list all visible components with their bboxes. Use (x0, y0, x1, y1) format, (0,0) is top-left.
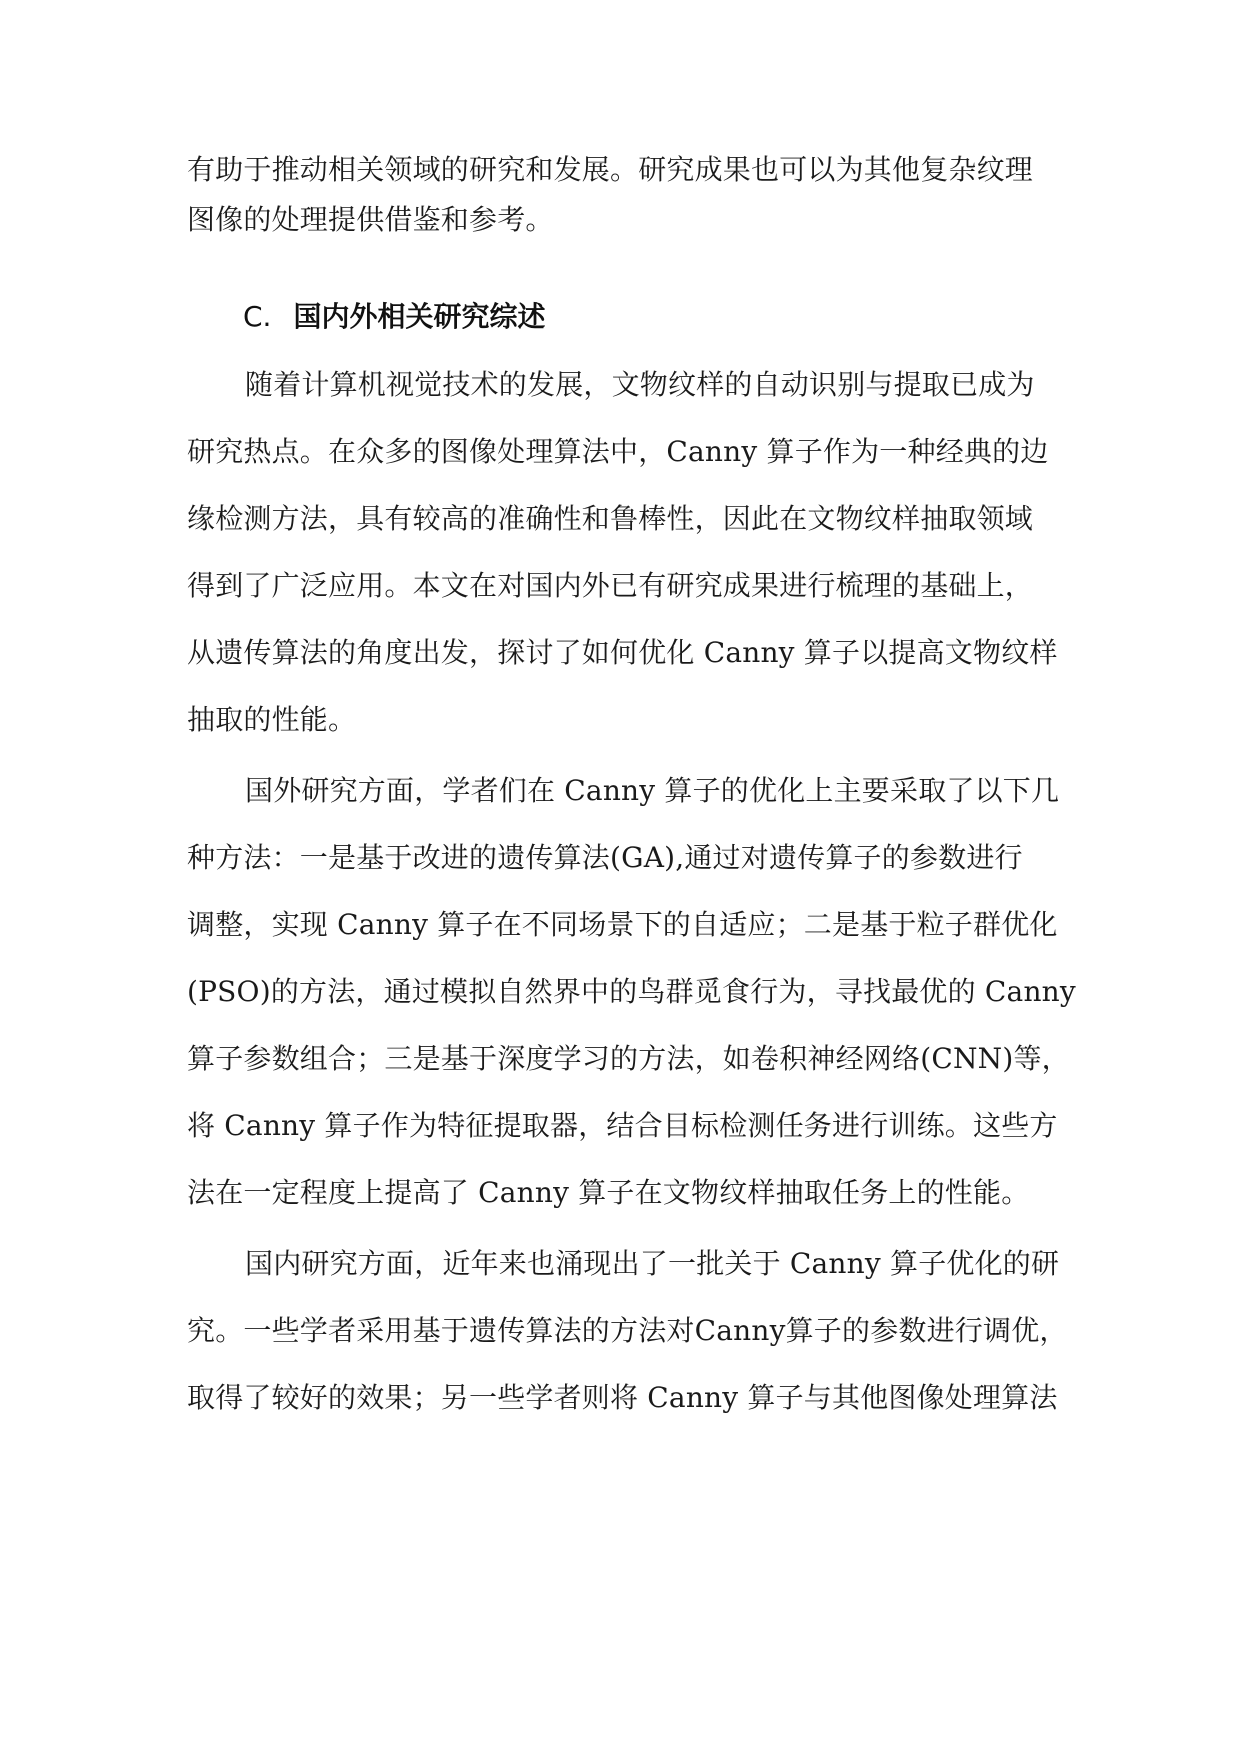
paragraph-line: 图像的处理提供借鉴和参考。 (187, 203, 554, 236)
paragraph-line: (PSO)的方法，通过模拟自然界中的鸟群觅食行为，寻找最优的 Canny (187, 975, 1076, 1008)
paragraph-line: 研究热点。在众多的图像处理算法中，Canny 算子作为一种经典的边 (187, 435, 1049, 468)
paragraph-line: 将 Canny 算子作为特征提取器，结合目标检测任务进行训练。这些方 (187, 1109, 1058, 1142)
section-number: C. (243, 300, 272, 333)
paragraph-line: 法在一定程度上提高了 Canny 算子在文物纹样抽取任务上的性能。 (187, 1176, 1030, 1209)
paragraph-line: 缘检测方法，具有较高的准确性和鲁棒性，因此在文物纹样抽取领域 (187, 502, 1034, 535)
paragraph-line: 国内研究方面，近年来也涌现出了一批关于 Canny 算子优化的研 (245, 1247, 1060, 1280)
paragraph-line: 国外研究方面，学者们在 Canny 算子的优化上主要采取了以下几 (245, 774, 1060, 807)
paragraph-line: 有助于推动相关领域的研究和发展。研究成果也可以为其他复杂纹理 (187, 153, 1034, 186)
paragraph-line: 究。一些学者采用基于遗传算法的方法对Canny算子的参数进行调优， (187, 1314, 1068, 1347)
paragraph-line: 调整，实现 Canny 算子在不同场景下的自适应；二是基于粒子群优化 (187, 908, 1058, 941)
section-heading (243, 297, 545, 337)
paragraph-line: 得到了广泛应用。本文在对国内外已有研究成果进行梳理的基础上， (187, 569, 1034, 602)
paragraph-line: 算子参数组合；三是基于深度学习的方法，如卷积神经网络(CNN)等， (187, 1042, 1070, 1075)
paragraph-line: 抽取的性能。 (187, 703, 357, 736)
paragraph-line: 随着计算机视觉技术的发展，文物纹样的自动识别与提取已成为 (245, 368, 1035, 401)
paragraph-line: 种方法：一是基于改进的遗传算法(GA),通过对遗传算子的参数进行 (187, 841, 1023, 874)
section-title: 国内外相关研究综述 (293, 300, 546, 333)
paragraph-line: 取得了较好的效果；另一些学者则将 Canny 算子与其他图像处理算法 (187, 1381, 1058, 1414)
paragraph-line: 从遗传算法的角度出发，探讨了如何优化 Canny 算子以提高文物纹样 (187, 636, 1058, 669)
